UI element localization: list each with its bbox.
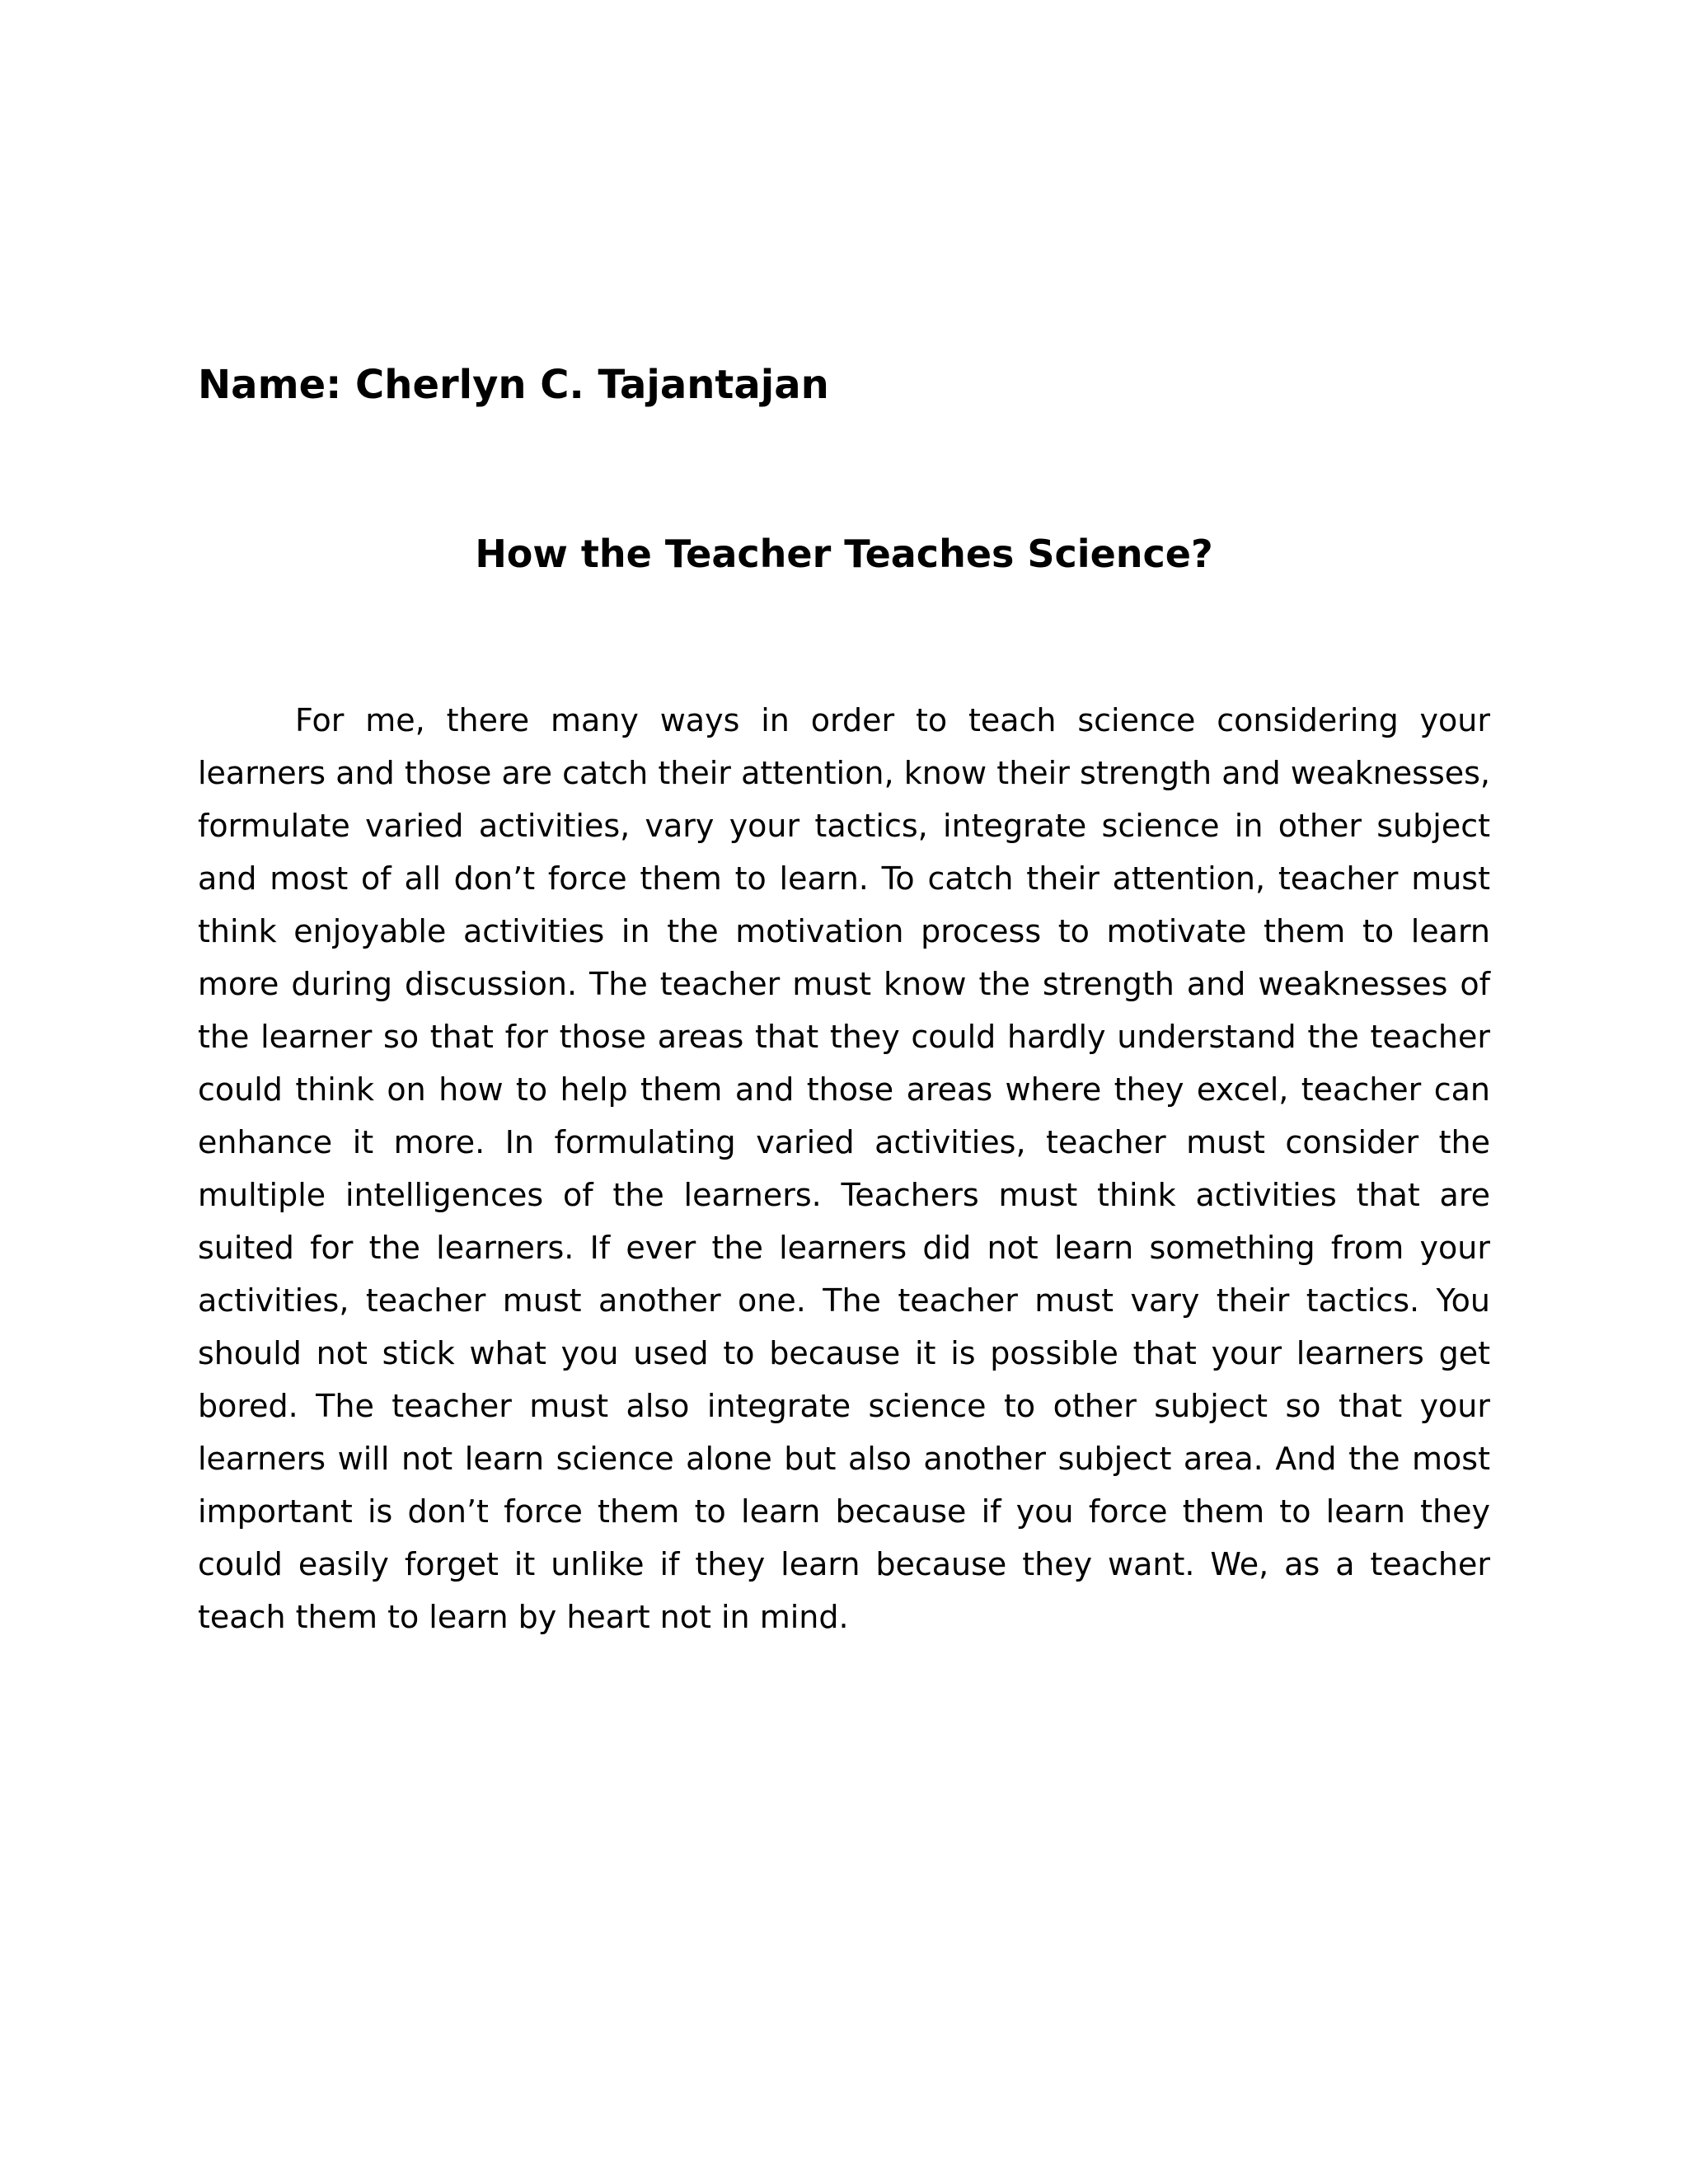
author-name: Name: Cherlyn C. Tajantajan bbox=[198, 362, 829, 408]
body-paragraph: For me, there many ways in order to teach science considering your learners and those are catch their attention, know their strength and weaknesses, formulate varied activities, vary your tactics, integrate science in other subject and most of all don’t force them to learn. To catch their attention, teacher must think enjoyable activities in the motivation process to motivate them to learn more during discussion. The teacher must know the strength and weaknesses of the learner so that for those areas that they could hardly understand the teacher could think on how to help them and those areas where they excel, teacher can enhance it more. In formulating varied activities, teacher must consider the multiple intelligences of the learners. Teachers must think activities that are suited for the learners. If ever the learners did not learn something from your activities, teacher must another one. The teacher must vary their tactics. You should not stick what you used to because it is possible that your learners get bored. The teacher must also integrate science to other subject so that your learners will not learn science alone but also another subject area. And the most important is don’t force them to learn because if you force them to learn they could easily forget it unlike if they learn because they want. We, as a teacher teach them to learn by heart not in mind. bbox=[198, 702, 1490, 1635]
document-title: How the Teacher Teaches Science? bbox=[475, 532, 1213, 576]
